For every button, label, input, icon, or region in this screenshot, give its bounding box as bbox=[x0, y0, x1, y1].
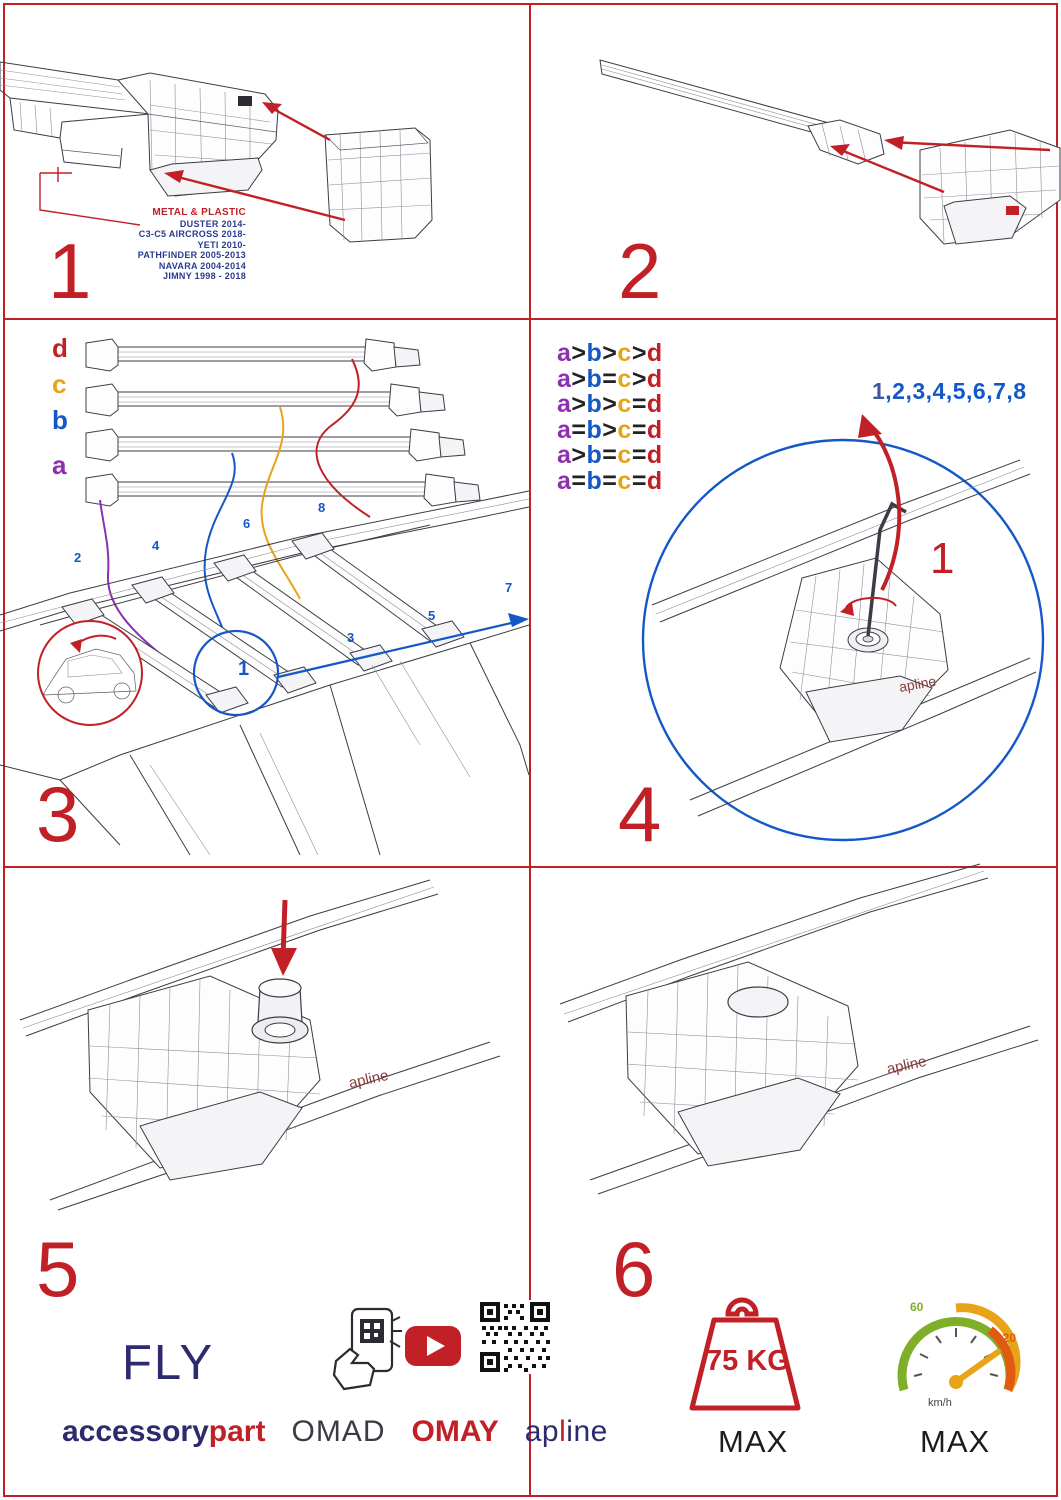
roof-order-3: 3 bbox=[347, 630, 355, 645]
brand-apline-ine: ine bbox=[566, 1415, 608, 1448]
roof-order-7: 7 bbox=[505, 580, 513, 595]
divider-v-bottom bbox=[529, 868, 531, 1495]
divider-v-top bbox=[529, 5, 531, 318]
roof-order-8: 8 bbox=[318, 500, 326, 515]
step-6-illustration bbox=[540, 880, 1050, 1210]
rule-row-5: a=b=c=d bbox=[557, 466, 663, 495]
roof-order-1-marker: 1 bbox=[238, 658, 250, 680]
roof-order-4: 4 bbox=[152, 538, 160, 553]
speed-max-label: MAX bbox=[920, 1424, 991, 1459]
bar-letter-d: d bbox=[52, 333, 68, 363]
vehicle-2: YETI 2010- bbox=[197, 239, 246, 250]
rule-row-2: a>b>c=d bbox=[557, 390, 663, 418]
step-number-5: 5 bbox=[36, 1225, 80, 1313]
roof-order-5: 5 bbox=[428, 608, 436, 623]
brand-omay-ay: AY bbox=[459, 1415, 499, 1448]
speed-min-label: 60 bbox=[910, 1300, 924, 1314]
vehicle-3: PATHFINDER 2005-2013 bbox=[137, 250, 246, 260]
vehicle-5: JIMNY 1998 - 2018 bbox=[163, 271, 246, 281]
svg-text:apline: apline bbox=[885, 1052, 929, 1078]
bar-letter-b: b bbox=[52, 405, 68, 435]
rule-row-1: a>b=c>d bbox=[557, 364, 663, 393]
brand-omad bbox=[291, 1415, 385, 1449]
step-number-6: 6 bbox=[612, 1225, 656, 1313]
rule-row-4: a>b=c=d bbox=[557, 441, 663, 469]
roof-order-2: 2 bbox=[74, 550, 82, 565]
brand-row bbox=[62, 1415, 608, 1449]
speed-unit-label: km/h bbox=[928, 1397, 952, 1409]
step-number-1: 1 bbox=[48, 227, 92, 315]
svg-text:apline: apline bbox=[347, 1066, 391, 1092]
rule-row-3: a=b>c=d bbox=[557, 415, 663, 444]
step-number-3: 3 bbox=[36, 770, 80, 858]
weight-max-label: MAX bbox=[718, 1424, 789, 1459]
weight-value: 75 KG bbox=[706, 1345, 790, 1377]
rule-row-0: a>b>c>d bbox=[557, 339, 663, 367]
sequence-rest: ,2,3,4,5,6,7,8 bbox=[885, 378, 1027, 404]
brand-omay-o: O bbox=[411, 1415, 435, 1448]
sequence-first: 1 bbox=[872, 378, 886, 404]
brand-omay-m: M bbox=[434, 1415, 460, 1448]
roof-order-6: 6 bbox=[243, 516, 251, 531]
step-number-4: 4 bbox=[618, 770, 662, 858]
step-4-illustration bbox=[600, 400, 1060, 850]
brand-omad-text: OMAD bbox=[291, 1415, 386, 1448]
step4-marker-1: 1 bbox=[930, 534, 955, 583]
bar-letter-c: c bbox=[52, 369, 67, 399]
vehicle-4: NAVARA 2004-2014 bbox=[158, 260, 246, 271]
brand-apline bbox=[525, 1415, 608, 1449]
divider-v-mid bbox=[529, 320, 531, 866]
bar-letter-a: a bbox=[52, 450, 67, 480]
qr-code-icon[interactable] bbox=[478, 1300, 552, 1374]
vehicle-0: DUSTER 2014- bbox=[179, 218, 246, 229]
brand-accessorypart bbox=[62, 1415, 265, 1449]
step-5-illustration bbox=[10, 880, 520, 1210]
step-number-2: 2 bbox=[618, 227, 662, 315]
material-title: METAL & PLASTIC bbox=[152, 207, 246, 218]
speed-max-value-label: 120 bbox=[996, 1331, 1017, 1345]
youtube-icon[interactable] bbox=[404, 1325, 462, 1367]
brand-accessory-text: accessory bbox=[62, 1415, 209, 1448]
vehicle-1: C3-C5 AIRCROSS 2018- bbox=[138, 229, 246, 239]
brand-omay bbox=[411, 1415, 498, 1449]
brand-part-text: part bbox=[208, 1415, 266, 1448]
brand-apline-l: l bbox=[559, 1415, 567, 1448]
brand-fly: FLY bbox=[122, 1336, 215, 1390]
brand-apline-ap: ap bbox=[524, 1415, 560, 1448]
svg-text:apline: apline bbox=[897, 672, 938, 695]
speed-limit-icon bbox=[886, 1290, 1026, 1415]
qr-scan-hand-icon[interactable] bbox=[330, 1305, 402, 1391]
